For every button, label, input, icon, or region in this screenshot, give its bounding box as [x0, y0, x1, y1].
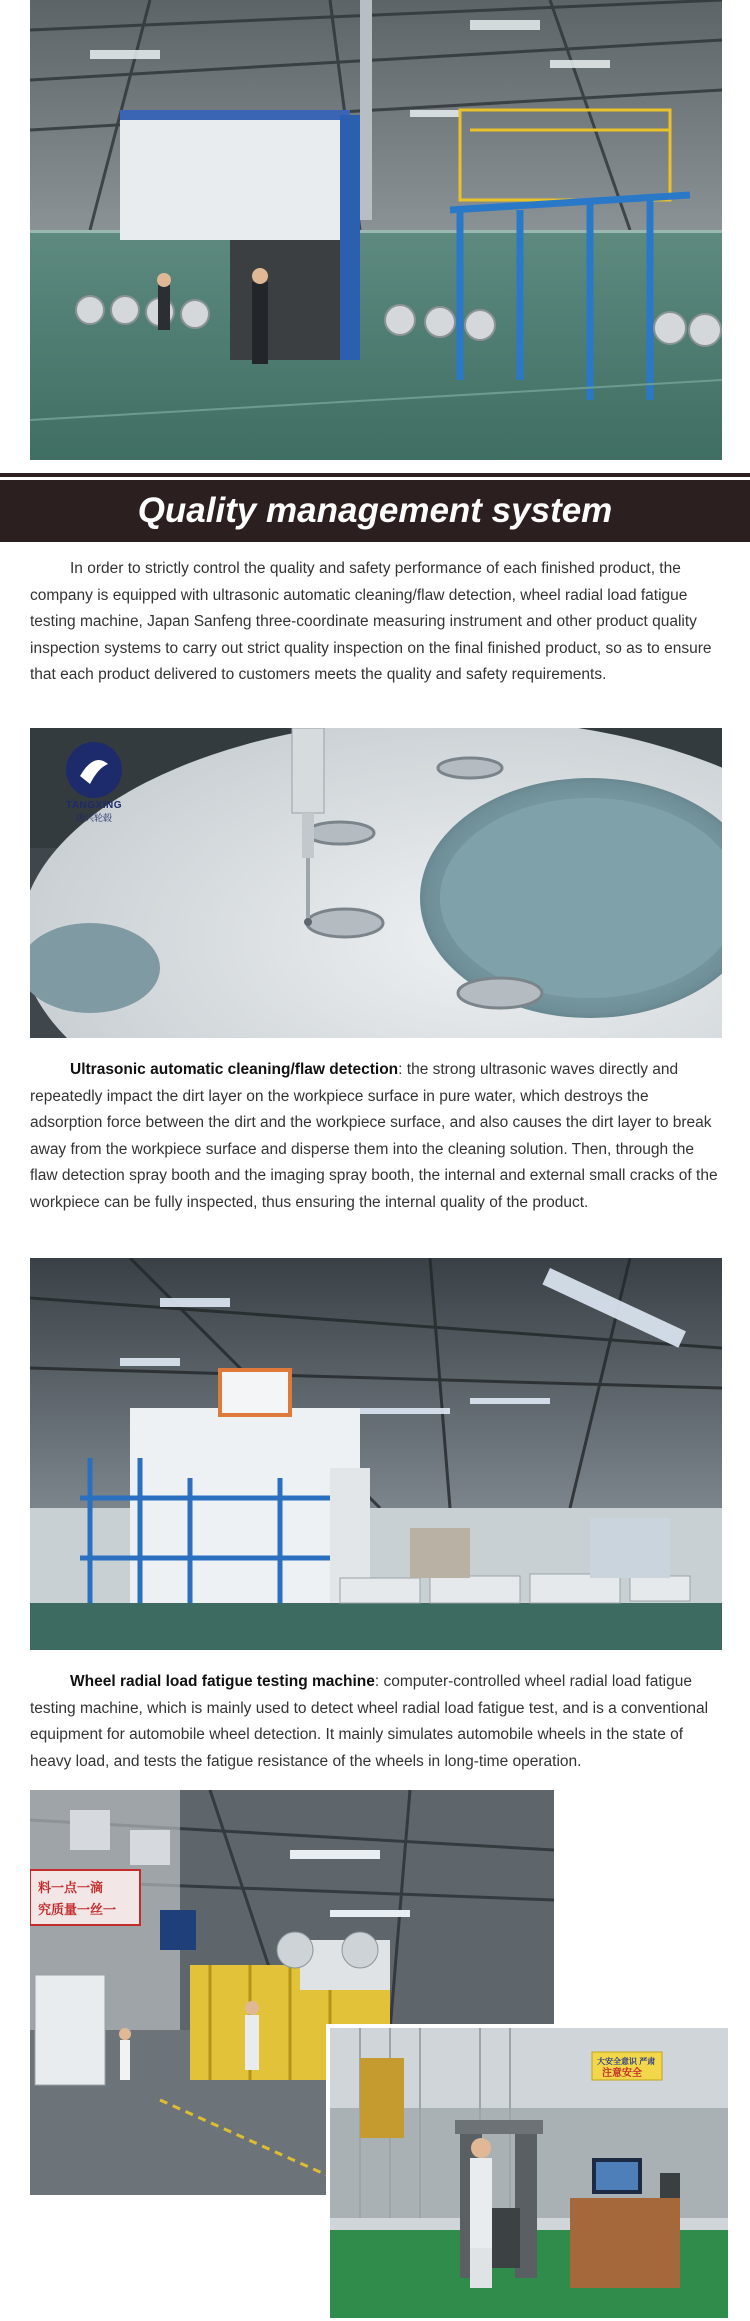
flaw-detection-line-photo [30, 1258, 722, 1650]
logo-wordmark: TANGXING [65, 800, 123, 811]
yellow-sign-line-1: 大安全意识 严肃 [597, 2057, 656, 2066]
fatigue-section-body: : computer-controlled wheel radial load fatigue testing machine, which is mainly used to detect wheel radial load fatigue test, and is a conventional equipment for automobile wheel detection. It mainly simulates automobile wheels in the state of heavy load, and tests the fatigue resistance of the wheels in long-time operation. [30, 1673, 709, 1770]
yellow-sign-line-2: 注意安全 [602, 2068, 642, 2079]
logo-mark-icon [58, 740, 130, 800]
red-banner-line-2: 究质量一丝一 [38, 1902, 117, 1917]
intro-paragraph: In order to strictly control the quality and safety performance of each finished product, the company is equipped with ultrasonic automatic cleaning/flaw detection, wheel radial load fatigue testing machine, Japan Sanfeng three-coordinate measuring instrument and other product quality inspection systems to carry out strict quality inspection on the final finished product, so as to ensure that each product delivered to customers meets the quality and safety requirements. [30, 560, 712, 683]
measuring-illustration [30, 728, 722, 1038]
flaw-detection-illustration [30, 1258, 722, 1650]
fatigue-lab-illustration [330, 2028, 728, 2318]
fatigue-testing-lab-photo [326, 2024, 728, 2318]
ultrasonic-section-body: : the strong ultrasonic waves directly and repeatedly impact the dirt layer on the workpiece surface in pure water, which destroys the adsorption force between the dirt and the workpiece surface, and also causes the dirt layer to break away from the workpiece surface and disperse them into the cleaning solution. Then, through the flaw detection spray booth and the imaging spray booth, the internal and external small cracks of the workpiece can be fully inspected, thus ensuring the internal quality of the product. [30, 1061, 718, 1211]
hero-factory-illustration [30, 0, 722, 460]
banner-title: Quality management system [137, 491, 613, 530]
logo-chinese-name: 唐兴轮毂 [75, 813, 112, 823]
red-banner-line-1: 料一点一滴 [38, 1880, 104, 1895]
ultrasonic-section-paragraph [30, 1057, 722, 1216]
hero-factory-photo [30, 0, 722, 460]
fatigue-section-title: Wheel radial load fatigue testing machine [70, 1673, 375, 1690]
company-logo [58, 740, 130, 823]
ultrasonic-section-title: Ultrasonic automatic cleaning/flaw detection [70, 1061, 399, 1078]
section-banner [0, 477, 750, 542]
measuring-probe-photo [30, 728, 722, 1038]
fatigue-section-paragraph [30, 1669, 722, 1775]
